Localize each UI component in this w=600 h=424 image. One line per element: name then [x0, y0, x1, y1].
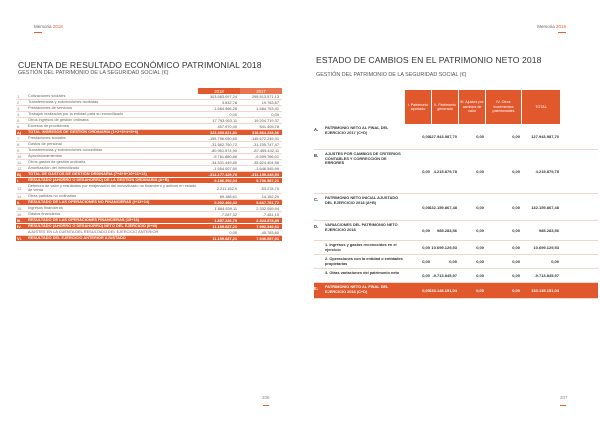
- row-number: 13.: [17, 185, 23, 191]
- row-number: 11.: [17, 160, 23, 165]
- value-ajustes-valor: 0,00: [476, 134, 484, 139]
- value-otros-incrementos: 0,00: [512, 273, 520, 278]
- value-2018: -2.211.152,9: [215, 185, 237, 191]
- page-header: [34, 24, 63, 29]
- value-2018: 303.583.097,24: [209, 94, 237, 99]
- value-patrimonio-generado: -9.713.845,97: [432, 273, 457, 278]
- equity-changes-table: [314, 90, 598, 299]
- value-2017: 5.706.987,21: [256, 178, 279, 183]
- row-number: II.: [17, 199, 21, 205]
- value-2018: 11.159.687,21: [212, 223, 237, 229]
- value-patrimonio-aportado: 0,00: [422, 228, 430, 233]
- col-total: TOTAL: [522, 90, 561, 124]
- value-total: 133.145.151,04: [531, 288, 559, 293]
- value-otros-incrementos: 0,00: [512, 228, 520, 233]
- row-number: 4.: [17, 112, 21, 117]
- row-label: RESULTADO DE LAS OPERACIONES FINANCIERAS (15+16): [28, 217, 140, 223]
- value-2017: 541.405,78: [259, 124, 279, 129]
- row-label: Cotizaciones sociales: [28, 93, 66, 99]
- row-number: B): [17, 172, 22, 177]
- value-2017: -1.646.545,99: [254, 166, 279, 171]
- row-label: PATRIMONIO NETO AL FINAL DEL EJERCICIO 2018 (C+D): [325, 284, 389, 294]
- row-number: 2.: [17, 100, 21, 105]
- value-patrimonio-aportado: 0,00: [422, 134, 430, 139]
- row-number: 14.: [17, 193, 23, 199]
- value-2018: -34.531.449,80: [210, 160, 237, 165]
- value-2017: -87.455.432,11: [253, 148, 279, 153]
- value-2018: -7.287,32: [220, 211, 237, 217]
- row-label: Otros ingresos de gestión ordinaria: [28, 117, 89, 123]
- row-label: Excesos de provisiones: [28, 123, 69, 129]
- value-ajustes-valor: 0,00: [476, 288, 484, 293]
- value-patrimonio-generado: 127.943.987,70: [429, 134, 457, 139]
- value-2018: -1.554.007,60: [212, 166, 237, 171]
- header-year: 2018: [555, 24, 566, 29]
- value-2018: 69.188,61: [219, 193, 237, 199]
- value-2018: 3.832,78: [221, 100, 237, 105]
- row-label: PATRIMONIO NETO INICIAL AJUSTADO DEL EJERCICIO 2018 (A+B): [325, 195, 399, 205]
- row-number: A): [17, 130, 22, 135]
- value-2017: -145.672.249,31: [250, 136, 279, 141]
- value-2018: 17.793.953,11: [212, 118, 237, 123]
- value-2017: 19.204.719,37: [254, 118, 279, 123]
- value-patrimonio-aportado: 0,00: [422, 204, 430, 210]
- row-number: 5.: [17, 118, 21, 123]
- col-patrimonio-generado: II. Patrimonio generado: [432, 90, 459, 124]
- left-subtitle: GESTIÓN DEL PATRIMONIO DE LA SEGURIDAD SOCIAL (€): [18, 70, 169, 76]
- table-body: [16, 94, 282, 242]
- value-total: 0,00: [551, 259, 559, 264]
- row-number: 1.: [17, 94, 21, 99]
- col-otros-incrementos: IV. Otros incrementos patrimoniales: [486, 90, 522, 124]
- row-label: Deterioro de valor y resultados por enajenación del inmovilizado no financiero y activos en estado de venta: [28, 183, 197, 193]
- value-patrimonio-aportado: 0,00: [422, 169, 430, 174]
- table-row-total: [16, 236, 282, 242]
- table-row: [314, 241, 598, 255]
- table-row: [314, 194, 598, 221]
- row-label: 3. Otras variaciones del patrimonio neto: [325, 270, 400, 275]
- value-2017: 2.324.578,89: [256, 217, 279, 223]
- income-statement-table: [16, 88, 282, 242]
- value-2018: -314.177.429,78: [208, 172, 237, 177]
- value-2017: 14.152,20: [261, 193, 279, 199]
- row-number: I.: [17, 178, 20, 183]
- row-label: Gastos financieros: [28, 211, 61, 217]
- row-number: IV.: [17, 223, 22, 229]
- table-row: [314, 255, 598, 269]
- value-2018: 1.564.966,28: [214, 106, 237, 111]
- value-patrimonio-aportado: 0,00: [422, 259, 430, 264]
- value-2018: 457.970,40: [217, 124, 237, 129]
- row-label: Transferencias y subvenciones concedidas: [28, 147, 103, 153]
- col-ajustes-valor: III. Ajustes por cambios de valor: [459, 90, 486, 124]
- value-otros-incrementos: 0,00: [512, 288, 520, 293]
- value-patrimonio-generado: 10.699.129,53: [431, 245, 457, 250]
- row-label: 1. Ingresos y gastos reconocidos en el ejercicio: [325, 242, 397, 252]
- value-2017: 295.513.571,13: [251, 94, 279, 99]
- value-ajustes-valor: 0,00: [476, 204, 484, 210]
- header-label: Memoria: [34, 24, 52, 29]
- row-code: C.: [314, 197, 319, 202]
- table-row-total: [314, 283, 598, 299]
- table-row: [314, 221, 598, 241]
- value-2018: 9.302.460,42: [214, 199, 237, 205]
- table-row: [314, 124, 598, 150]
- col-patrimonio-aportado: I. Patrimonio aportado: [405, 90, 432, 124]
- row-number: III.: [17, 217, 22, 223]
- row-code: D.: [314, 224, 319, 229]
- page-header: [537, 24, 566, 29]
- value-2017: -7.481,15: [262, 211, 279, 217]
- row-number: 9.: [17, 148, 21, 153]
- row-label: 2. Operaciones con la entidad o entidades propietarias: [325, 256, 403, 266]
- page-number-rule: [560, 405, 566, 406]
- value-patrimonio-generado: 985.283,56: [436, 228, 457, 233]
- table-body: [314, 124, 598, 299]
- table-header: [314, 90, 598, 124]
- row-label: Transferencias y subvenciones recibidas: [28, 99, 99, 105]
- row-code: E.: [314, 286, 318, 291]
- row-number: VI.: [17, 235, 22, 241]
- value-total: 127.943.987,70: [531, 134, 559, 139]
- value-ajustes-valor: 0,00: [476, 273, 484, 278]
- value-2017: 7.992.340,61: [256, 223, 279, 229]
- header-rule: [34, 32, 42, 33]
- value-otros-incrementos: 0,00: [512, 245, 520, 250]
- row-number: 3.: [17, 106, 21, 111]
- header-rule: [558, 32, 566, 33]
- page-number: 206: [262, 395, 270, 400]
- value-patrimonio-aportado: 0,00: [422, 245, 430, 250]
- row-number: 15.: [17, 205, 23, 211]
- row-label: RESULTADO (AHORRO O DESAHORRO) NETO DEL EJERCICIO (II+III): [28, 223, 158, 229]
- row-label: RESULTADO (AHORRO O DESAHORRO) DE LA GESTIÓN ORDINARIA (A+B): [28, 177, 169, 183]
- value-2017: 2.332.059,94: [256, 205, 279, 211]
- value-2018: 0,00: [229, 229, 237, 235]
- value-total: 132.159.867,48: [531, 204, 559, 210]
- row-number: 7.: [17, 136, 21, 141]
- value-2018: -80.951.574,90: [210, 148, 237, 153]
- value-2017: 7.946.557,01: [256, 235, 279, 241]
- page-number-rule: [263, 405, 269, 406]
- row-code: [314, 241, 323, 254]
- value-2017: -31.155.747,47: [252, 142, 279, 147]
- row-number: 6.: [17, 124, 21, 129]
- row-number: 16.: [17, 211, 23, 217]
- row-code: [314, 269, 323, 282]
- value-2018: 0,00: [229, 112, 237, 117]
- value-2018: 1.857.226,79: [214, 217, 237, 223]
- row-label: TOTAL INGRESOS DE GESTIÓN ORDINARIA (1+2+3+4+5+6): [28, 129, 139, 135]
- value-2017: 5.667.761,72: [256, 199, 279, 205]
- row-label: VARIACIONES DEL PATRIMONIO NETO EJERCICIO 2018: [325, 222, 398, 232]
- row-label: Gastos de personal: [28, 141, 62, 147]
- value-2018: 1.864.539,11: [214, 205, 237, 211]
- value-ajustes-valor: 0,00: [476, 228, 484, 233]
- right-subtitle: GESTIÓN DEL PATRIMONIO DE LA SEGURIDAD SOCIAL (€): [316, 72, 467, 78]
- row-label: AJUSTES EN LA CUENTA DEL RESULTADO DEL EJERCICIO ANTERIOR: [28, 229, 159, 235]
- value-otros-incrementos: 0,00: [512, 259, 520, 264]
- year-col-2017: 2017: [240, 88, 282, 94]
- row-label: RESULTADO DE LAS OPERACIONES NO FINANCIERAS (I+13+14): [28, 199, 150, 205]
- value-2018: 9.186.392,03: [214, 178, 237, 183]
- value-2017: 1.584.753,41: [256, 106, 279, 111]
- row-label: PATRIMONIO NETO AL FINAL DEL EJERCICIO 2017 (C+D): [325, 125, 389, 135]
- row-label: Trabajos realizados por la entidad para su inmovilizado: [28, 111, 124, 117]
- value-otros-incrementos: 0,00: [512, 204, 520, 210]
- row-code: A.: [314, 127, 319, 132]
- value-patrimonio-generado: 4.215.879,78: [433, 169, 457, 174]
- row-label: RESULTADO DEL EJERCICIO ANTERIOR AJUSTADO: [28, 235, 126, 241]
- row-number: 10.: [17, 154, 23, 159]
- value-2018: 323.403.821,81: [209, 130, 237, 135]
- value-total: -9.713.845,97: [534, 273, 559, 278]
- header-label: Memoria: [537, 24, 555, 29]
- header-year: 2018: [52, 24, 63, 29]
- value-otros-incrementos: 0,00: [512, 169, 520, 174]
- row-label: TOTAL DE GASTOS DE GESTIÓN ORDINARIA (7+8+9+10+11+12): [28, 171, 147, 177]
- page-number: 207: [560, 395, 568, 400]
- right-page: [300, 0, 600, 424]
- value-ajustes-valor: 0,00: [476, 169, 484, 174]
- year-col-2018: 2018: [198, 88, 240, 94]
- table-row: [314, 269, 598, 283]
- row-label: Amortización del inmovilizado: [28, 165, 80, 171]
- value-total: 985.283,56: [538, 228, 559, 233]
- value-2018: -155.796.050,60: [208, 136, 237, 141]
- row-number: 12.: [17, 166, 23, 171]
- value-patrimonio-aportado: 0,00: [422, 273, 430, 278]
- row-label: Otras partidas no ordinarias: [28, 193, 77, 199]
- value-2017: -35.624.404,96: [252, 160, 279, 165]
- value-total: 4.215.879,78: [535, 169, 559, 174]
- value-otros-incrementos: 0,00: [512, 134, 520, 139]
- value-2018: -31.582.750,72: [210, 142, 237, 147]
- left-title: CUENTA DE RESULTADO ECONÓMICO PATRIMONIAL 2018: [18, 60, 262, 70]
- row-number: 8.: [17, 142, 21, 147]
- value-patrimonio-generado: 132.159.867,48: [429, 204, 457, 210]
- value-ajustes-valor: 0,00: [476, 259, 484, 264]
- value-2017: 0,00: [271, 112, 279, 117]
- row-label: Prestaciones sociales: [28, 135, 66, 141]
- value-patrimonio-generado: 0,00: [449, 259, 457, 264]
- value-total: 10.699.129,53: [533, 245, 559, 250]
- row-code: [314, 255, 323, 268]
- right-title: ESTADO DE CAMBIOS EN EL PATRIMONIO NETO 2018: [316, 55, 542, 65]
- value-patrimonio-aportado: 0,00: [422, 288, 430, 293]
- row-label: AJUSTES POR CAMBIOS DE CRITERIOS CONTABLES Y CORRECCIÓN DE ERRORES: [325, 151, 401, 166]
- row-label: Ingresos financieros: [28, 205, 63, 211]
- row-label: Otros gastos de gestión ordinaria: [28, 159, 86, 165]
- row-label: Aprovisionamientos: [28, 153, 62, 159]
- value-2018: -9.761.880,66: [212, 154, 237, 159]
- value-ajustes-valor: 0,00: [476, 245, 484, 250]
- row-label: Prestaciones de servicios: [28, 105, 73, 111]
- value-2018: 11.159.687,21: [212, 235, 237, 241]
- value-2017: 316.864.233,56: [251, 130, 279, 135]
- value-2017: -9.599.766,01: [254, 154, 279, 159]
- value-2017: -311.159.245,93: [250, 172, 279, 177]
- value-2017: 19.783,87: [261, 100, 279, 105]
- value-2017: -53.278,70: [260, 185, 279, 191]
- value-2017: -45.783,60: [260, 229, 279, 235]
- row-code: B.: [314, 153, 319, 158]
- value-patrimonio-generado: 133.145.151,04: [429, 288, 457, 293]
- table-row: [314, 150, 598, 194]
